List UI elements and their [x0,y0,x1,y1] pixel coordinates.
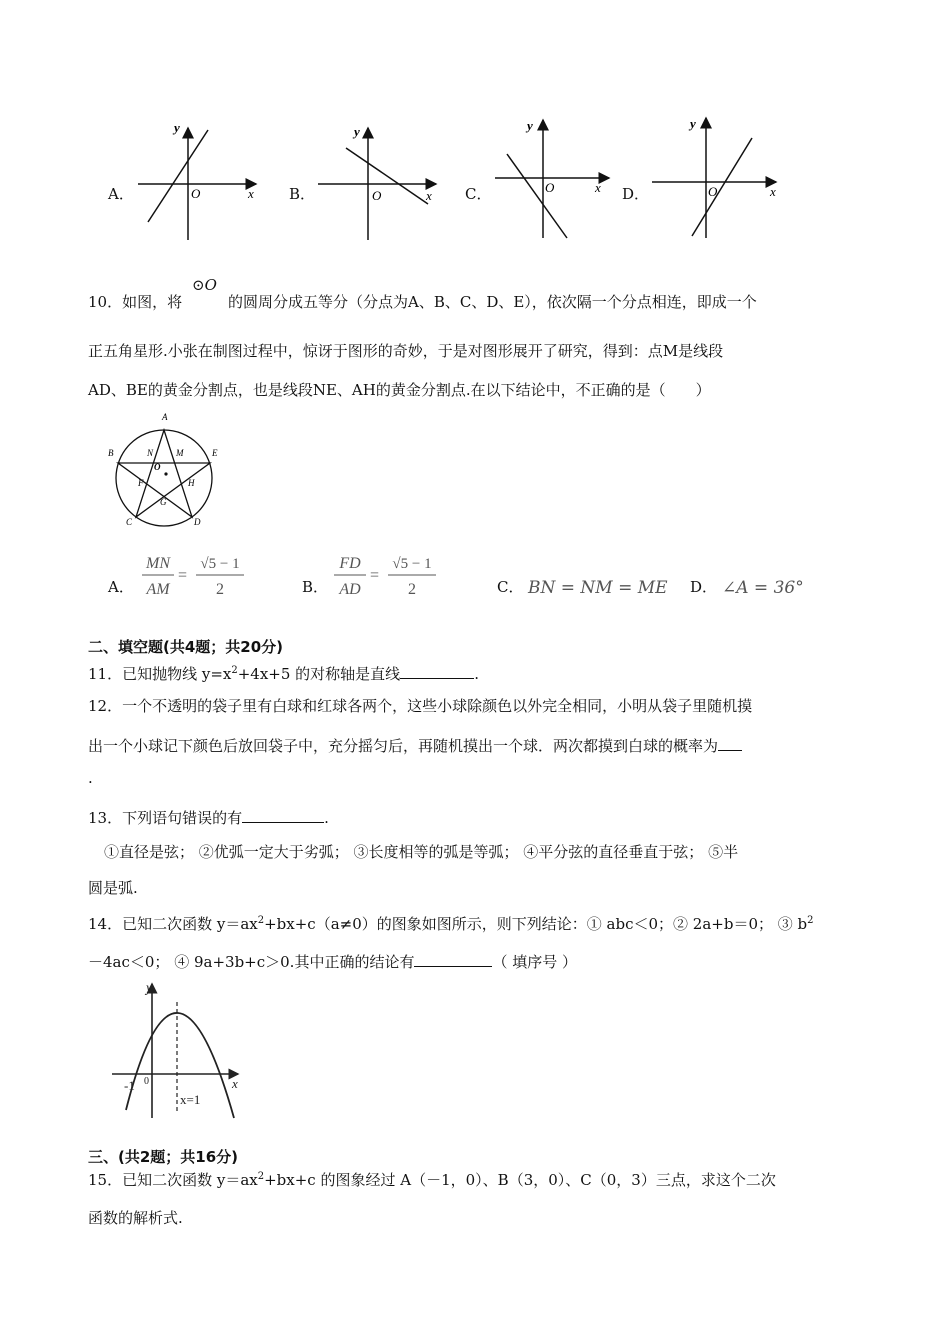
q9-option-b-label: B． [289,185,316,203]
fraction-num: MN [146,555,170,572]
fraction-den: AD [339,581,361,598]
q14-line2 [88,950,577,972]
point-a: A [162,412,168,422]
q10-option-c-label: C． [497,578,524,596]
q14-text-pre: 14．已知二次函数 y＝ax [88,915,258,933]
q10-line2: 正五角星形.小张在制图过程中，惊讶于图形的奇妙，于是对图形展开了研究，得到：点M是线段 [88,342,724,360]
q14-parabola-graph [108,978,248,1120]
q14-sup: 2 [257,915,265,926]
x-label: x [595,180,601,195]
q14-line2-text: －4ac＜0； ④ 9a+3b+c＞0.其中正确的结论有 [88,953,415,971]
q12-line2-text: 出一个小球记下颜色后放回袋子中，充分摇匀后，再随机摸出一个球．两次都摸到白球的概率为 [88,737,719,755]
q9-graph-c [487,112,619,242]
center-dot [164,472,167,475]
q10-line1: 的圆周分成五等分（分点为A、B、C、D、E），依次隔一个分点相连，即成一个 [228,293,757,311]
pentagram-figure [106,408,226,532]
fraction-den: 2 [216,581,224,598]
q13-end: . [324,809,329,827]
q11-answer-blank[interactable] [400,662,474,679]
q10-number: 10．如图，将 [88,293,183,311]
point-f: F [138,478,144,488]
q15-line1 [88,1170,776,1190]
q11 [88,662,479,684]
origin-label: O [708,184,718,199]
line-graph [148,130,208,222]
q11-sup: 2 [231,665,238,676]
q9-graph-b [310,118,442,244]
q14-line1 [88,914,814,934]
q9-option-d-label: D． [622,185,650,203]
q9-option-c-label: C． [465,185,492,203]
fraction-den: AM [146,581,170,598]
q14-sup2: 2 [807,915,814,926]
origin-label: 0 [144,1076,149,1087]
neg-one-label: -1 [124,1078,135,1093]
equals: = [370,567,380,584]
q14-line2-post: （ 填序号 ） [492,953,577,971]
q15-line2: 函数的解析式. [88,1209,183,1227]
q10-line3: AD、BE的黄金分割点，也是线段NE、AH的黄金分割点.在以下结论中，不正确的是（ ） [88,381,711,399]
q13-line2: ①直径是弦； ②优弧一定大于劣弧； ③长度相等的弧是等弧； ④平分弦的直径垂直于弦； ⑤半 [104,843,739,861]
fraction-num: √5 − 1 [392,556,432,572]
x-label: x [248,186,254,201]
fraction-den: 2 [408,581,416,598]
section3-heading: 三、(共2题；共16分) [88,1148,239,1166]
origin-label: O [372,188,382,203]
q10-option-a-label: A． [108,578,134,596]
q12-line2 [88,734,742,756]
line-graph [346,148,428,204]
x-label: x [232,1076,238,1091]
q11-text-post: +4x+5 的对称轴是直线 [237,665,401,683]
q9-graph-d [644,110,784,242]
equals: = [178,567,188,584]
axis-of-symmetry-label: x=1 [180,1092,201,1107]
q9-graph-a [130,118,262,244]
y-label: y [690,116,696,131]
x-label: x [770,184,776,199]
q15-text-post: +bx+c 的图象经过 A（－1，0）、B（3，0）、C（0，3）三点，求这个二次 [264,1171,776,1189]
q13-line1 [88,806,329,828]
line-graph [692,138,752,236]
origin-label: O [191,186,201,201]
q9-option-a-label: A． [108,185,134,203]
y-label: y [354,124,360,139]
point-o: O [154,462,161,472]
point-h: H [188,478,195,488]
q10-option-c-expr: BN = NM = ME [528,578,668,598]
y-label: y [146,981,153,996]
q11-end: . [474,665,479,683]
point-b: B [108,448,114,458]
q15-text-pre: 15．已知二次函数 y＝ax [88,1171,258,1189]
q13-answer-blank[interactable] [242,806,324,823]
origin-label: O [545,180,555,195]
q12-line1: 12．一个不透明的袋子里有白球和红球各两个，这些小球除颜色以外完全相同，小明从袋子里随机摸 [88,697,753,715]
q10-option-d-label: D． [690,578,718,596]
q15-sup: 2 [257,1171,265,1182]
fraction-num: FD [339,555,361,572]
point-n: N [147,448,154,458]
q10-option-b-label: B． [302,578,329,596]
line-graph [507,154,567,238]
q10-option-d-expr: ∠A = 36° [722,578,804,598]
y-label: y [527,118,533,133]
point-c: C [126,517,133,527]
q10-option-a-formula [138,546,258,602]
point-e: E [212,448,218,458]
q12-line3: . [88,769,93,787]
q14-text-mid: +bx+c（a≠0）的图象如图所示，则下列结论：① abc＜0；② 2a+b＝0； ③ b [264,915,808,933]
q10-option-b-formula [330,546,450,602]
q12-answer-blank[interactable] [718,734,742,751]
point-d: D [194,517,201,527]
q13-line3: 圆是弧. [88,879,138,897]
point-m: M [176,448,184,458]
point-g: G [160,497,167,507]
q14-answer-blank[interactable] [414,950,492,967]
y-label: y [174,120,180,135]
q11-text-pre: 11．已知抛物线 y=x [88,665,232,683]
circle-o [116,430,212,526]
x-label: x [426,188,432,203]
fraction-num: √5 − 1 [200,556,240,572]
section2-heading: 二、填空题(共4题；共20分) [88,638,284,656]
circle-o-symbol: ⊙O [192,276,217,294]
q13-text: 13．下列语句错误的有 [88,809,243,827]
